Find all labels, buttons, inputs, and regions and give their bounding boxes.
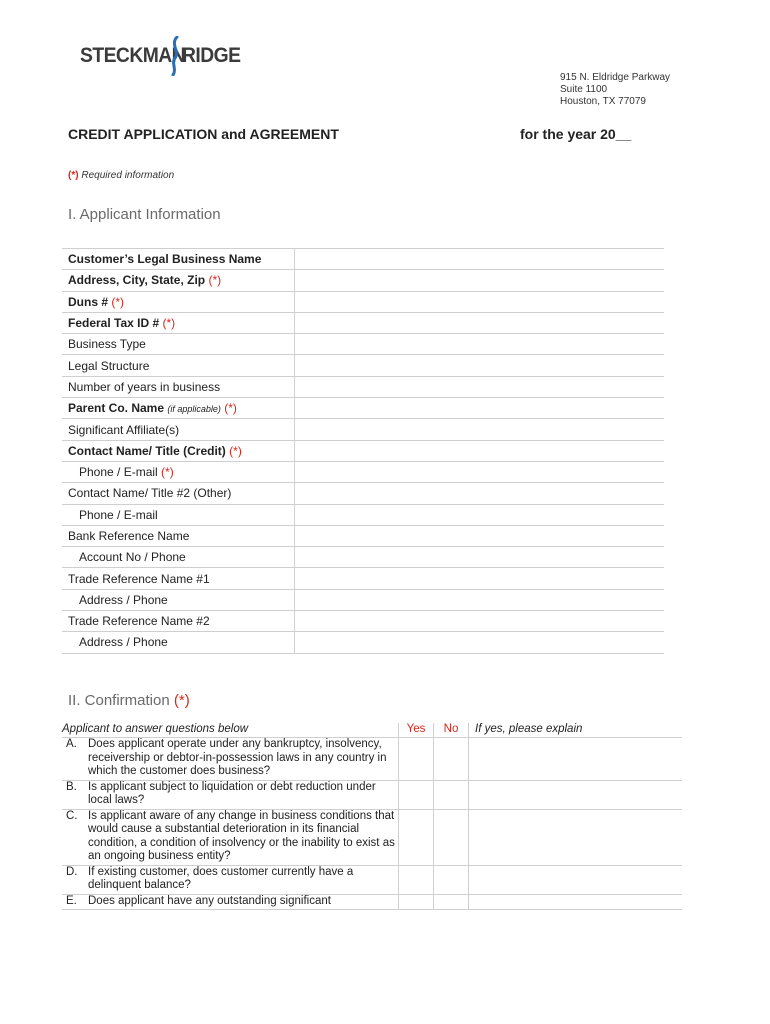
- required-marker: (*): [68, 170, 79, 181]
- question-letter: E.: [66, 894, 77, 907]
- field-label-text: Customer’s Legal Business Name: [68, 252, 262, 267]
- field-label: [62, 525, 295, 546]
- question-cell: [62, 780, 399, 809]
- no-answer-cell[interactable]: [434, 865, 469, 894]
- field-label-text: Address / Phone: [79, 592, 168, 607]
- question-text: If existing customer, does customer currently have a delinquent balance?: [88, 865, 354, 891]
- applicant-info-row: [62, 249, 664, 270]
- question-column-header: Applicant to answer questions below: [62, 723, 399, 738]
- field-label-text: Trade Reference Name #1: [68, 571, 210, 586]
- field-label-text: Legal Structure: [68, 358, 150, 373]
- field-label-text: Address / Phone: [79, 635, 168, 650]
- applicant-info-row: [62, 355, 664, 376]
- applicant-info-row: [62, 525, 664, 546]
- applicant-info-row: [62, 270, 664, 291]
- field-label: [62, 461, 295, 482]
- field-value-cell[interactable]: [295, 376, 665, 397]
- applicant-info-row: [62, 419, 664, 440]
- applicant-info-row: [62, 589, 664, 610]
- yes-column-header: Yes: [399, 723, 434, 738]
- question-letter: D.: [66, 865, 78, 878]
- question-letter: A.: [66, 738, 77, 750]
- required-note-text: Required information: [81, 170, 175, 181]
- yes-answer-cell[interactable]: [399, 894, 434, 910]
- field-label-text: Contact Name/ Title (Credit): [68, 443, 226, 458]
- field-label-text: Significant Affiliate(s): [68, 422, 180, 437]
- applicant-info-row: [62, 568, 664, 589]
- applicant-info-row: [62, 547, 664, 568]
- company-address: [560, 72, 670, 108]
- applicant-info-row: [62, 440, 664, 461]
- field-label: [62, 611, 295, 632]
- field-label-text: Account No / Phone: [79, 550, 186, 565]
- section-applicant-information-title: I. Applicant Information: [68, 206, 221, 223]
- required-marker: (*): [224, 401, 237, 416]
- field-label: [62, 419, 295, 440]
- applicant-info-row: [62, 291, 664, 312]
- explanation-cell[interactable]: [469, 809, 683, 865]
- field-label: [62, 270, 295, 291]
- question-cell: [62, 809, 399, 865]
- field-label-text: Phone / E-mail: [79, 465, 158, 480]
- field-value-cell[interactable]: [295, 419, 665, 440]
- required-marker: (*): [229, 443, 242, 458]
- field-label: [62, 398, 295, 419]
- address-line-1: 915 N. Eldridge Parkway: [560, 72, 671, 83]
- field-label: [62, 291, 295, 312]
- field-label: [62, 249, 295, 270]
- field-label: [62, 547, 295, 568]
- field-value-cell[interactable]: [295, 632, 665, 653]
- required-info-note: [68, 170, 174, 181]
- logo-text-right: RIDGE: [182, 44, 241, 67]
- question-cell: [62, 894, 399, 910]
- yes-answer-cell[interactable]: [399, 780, 434, 809]
- applicant-info-row: [62, 334, 664, 355]
- field-label: [62, 589, 295, 610]
- field-value-cell[interactable]: [295, 525, 665, 546]
- applicant-info-row: [62, 376, 664, 397]
- applicant-info-row: [62, 483, 664, 504]
- field-label-text: Bank Reference Name: [68, 529, 190, 543]
- confirmation-question-row: [62, 865, 682, 894]
- confirmation-required-marker: (*): [173, 692, 190, 709]
- no-answer-cell[interactable]: [434, 894, 469, 910]
- question-text: Does applicant have any outstanding significant: [88, 894, 331, 907]
- applicant-info-row: [62, 504, 664, 525]
- question-text: Does applicant operate under any bankruptcy, insolvency, receivership or debtor-in-possession laws in any country in which the customer does business?: [88, 738, 387, 777]
- field-label: [62, 440, 295, 461]
- field-value-cell[interactable]: [295, 568, 665, 589]
- explanation-cell[interactable]: [469, 780, 683, 809]
- field-value-cell[interactable]: [295, 483, 665, 504]
- required-marker: (*): [208, 273, 222, 288]
- field-label-text: Number of years in business: [68, 379, 221, 394]
- question-cell: [62, 738, 399, 781]
- field-label: [62, 483, 295, 504]
- field-value-cell[interactable]: [295, 291, 665, 312]
- address-line-3: Houston, TX 77079: [560, 96, 646, 107]
- applicant-info-row: [62, 632, 664, 653]
- field-value-cell[interactable]: [295, 547, 665, 568]
- field-value-cell[interactable]: [295, 398, 665, 419]
- yes-answer-cell[interactable]: [399, 865, 434, 894]
- field-value-cell[interactable]: [295, 312, 665, 333]
- field-label-text: Duns #: [68, 294, 109, 309]
- field-label-text: Trade Reference Name #2: [68, 614, 210, 629]
- field-value-cell[interactable]: [295, 355, 665, 376]
- confirmation-question-row: [62, 809, 682, 865]
- explanation-cell[interactable]: [469, 738, 683, 781]
- field-value-cell[interactable]: [295, 334, 665, 355]
- field-value-cell[interactable]: [295, 249, 665, 270]
- yes-answer-cell[interactable]: [399, 738, 434, 781]
- field-label: [62, 376, 295, 397]
- year-label: for the year 20__: [520, 126, 632, 142]
- question-letter: C.: [66, 809, 78, 822]
- field-label: [62, 568, 295, 589]
- confirmation-question-row: [62, 780, 682, 809]
- field-note: (if applicable): [167, 404, 221, 415]
- confirmation-table: [62, 723, 682, 910]
- explanation-cell[interactable]: [469, 894, 683, 910]
- question-text: Is applicant aware of any change in business conditions that would cause a substantial deterioration in its financial condition, a condition of insolvency or the inability to exist as an ongoing business entity?: [88, 809, 395, 862]
- confirmation-title-text: II. Confirmation: [68, 692, 170, 709]
- field-value-cell[interactable]: [295, 611, 665, 632]
- applicant-info-row: [62, 461, 664, 482]
- question-letter: B.: [66, 780, 77, 793]
- field-label-text: Federal Tax ID #: [68, 316, 160, 331]
- no-column-header: No: [434, 723, 469, 738]
- address-line-2: Suite 1100: [560, 84, 608, 95]
- no-answer-cell[interactable]: [434, 738, 469, 781]
- logo-swoosh-icon: [168, 36, 182, 76]
- section-confirmation-title: [68, 692, 190, 709]
- field-label: [62, 312, 295, 333]
- field-label: [62, 504, 295, 525]
- required-marker: (*): [162, 316, 176, 331]
- yes-answer-cell[interactable]: [399, 809, 434, 865]
- no-answer-cell[interactable]: [434, 809, 469, 865]
- applicant-info-table: [62, 248, 664, 654]
- required-marker: (*): [111, 294, 125, 309]
- field-value-cell[interactable]: [295, 504, 665, 525]
- field-label-text: Parent Co. Name: [68, 401, 165, 416]
- field-label-text: Business Type: [68, 337, 146, 352]
- field-value-cell[interactable]: [295, 589, 665, 610]
- explain-column-header: If yes, please explain: [469, 723, 683, 738]
- field-label: [62, 632, 295, 653]
- field-value-cell[interactable]: [295, 440, 665, 461]
- no-answer-cell[interactable]: [434, 780, 469, 809]
- confirmation-question-row: [62, 738, 682, 781]
- question-cell: [62, 865, 399, 894]
- applicant-info-row: [62, 312, 664, 333]
- confirmation-header-row: [62, 723, 682, 738]
- document-title: CREDIT APPLICATION and AGREEMENT: [68, 126, 339, 142]
- question-text: Is applicant subject to liquidation or debt reduction under local laws?: [88, 780, 376, 806]
- field-label: [62, 334, 295, 355]
- logo-text-left: STECKMAN: [80, 44, 186, 67]
- field-label-text: Phone / E-mail: [79, 507, 158, 522]
- field-value-cell[interactable]: [295, 461, 665, 482]
- company-logo: [80, 36, 250, 78]
- explanation-cell[interactable]: [469, 865, 683, 894]
- applicant-info-row: [62, 611, 664, 632]
- field-label-text: Contact Name/ Title #2 (Other): [68, 486, 232, 501]
- field-label-text: Address, City, State, Zip: [68, 273, 206, 288]
- confirmation-question-row: [62, 894, 682, 910]
- required-marker: (*): [161, 465, 174, 480]
- field-label: [62, 355, 295, 376]
- field-value-cell[interactable]: [295, 270, 665, 291]
- applicant-info-row: [62, 398, 664, 419]
